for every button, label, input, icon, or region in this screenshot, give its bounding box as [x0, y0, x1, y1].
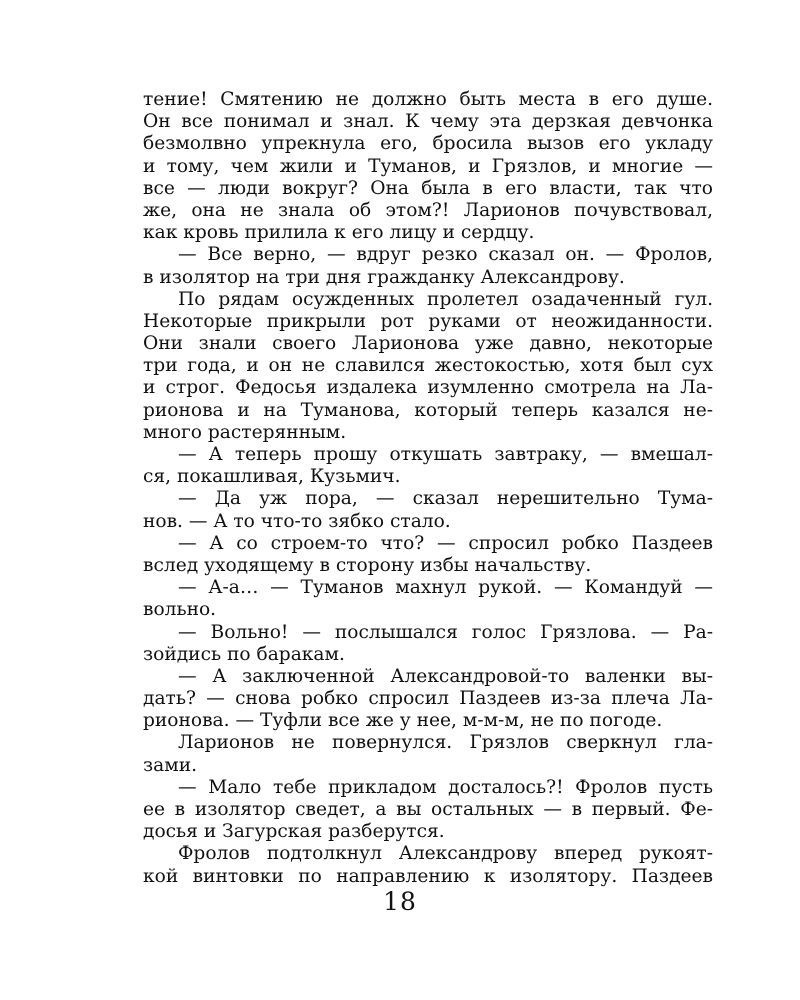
text-line: — А со строем-то что? — спросил робко Паздеев — [178, 532, 713, 554]
text-line: Они знали своего Ларионова уже давно, некоторые — [143, 333, 713, 355]
text-line: По рядам осужденных пролетел озадаченный гул. — [178, 288, 713, 310]
text-line: — Вольно! — послышался голос Грязлова. — Ра- — [178, 621, 713, 643]
text-line: досья и Загурская разберутся. — [143, 821, 445, 843]
text-line: Ларионов не повернулся. Грязлов сверкнул гла- — [178, 732, 713, 754]
text-line: вольно. — [143, 599, 217, 621]
text-line: и тому, чем жили и Туманов, и Грязлов, и многие — — [143, 155, 713, 177]
text-line: кой винтовки по направлению к изолятору. Паздеев — [143, 865, 713, 887]
book-page-text — [143, 89, 713, 888]
text-line: как кровь прилила к его лицу и сердцу. — [143, 222, 535, 244]
page-number: 18 — [383, 887, 417, 916]
text-line: — А заключенной Александровой-то валенки вы- — [178, 665, 713, 687]
text-line: много растерянным. — [143, 421, 347, 443]
text-line: зами. — [143, 754, 197, 776]
text-line: рионова и на Туманова, который теперь казался не- — [143, 399, 713, 421]
text-line: в изолятор на три дня гражданку Александрову. — [143, 266, 625, 288]
text-line: безмолвно упрекнула его, бросила вызов его укладу — [143, 133, 713, 155]
text-line: — Мало тебе прикладом досталось?! Фролов пусть — [178, 776, 713, 798]
text-line: же, она не знала об этом?! Ларионов почувствовал, — [143, 199, 713, 221]
text-line: — А теперь прошу откушать завтраку, — вмешал- — [178, 444, 713, 465]
text-line: ее в изолятор сведет, а вы остальных — в первый. Фе- — [143, 799, 713, 820]
text-line: Некоторые прикрыли рот руками от неожиданности. — [143, 310, 713, 332]
text-line: зойдись по баракам. — [143, 643, 345, 665]
text-line: все — люди вокруг? Она была в его власти, так что — [143, 177, 713, 199]
text-line: рионова. — Туфли все же у нее, м-м-м, не по погоде. — [143, 710, 663, 732]
text-line: вслед уходящему в сторону избы начальству. — [143, 554, 592, 576]
text-line: дать? — снова робко спросил Паздеев из-за плеча Ла- — [143, 688, 713, 710]
text-line: — Все верно, — вдруг резко сказал он. — Фролов, — [178, 244, 713, 266]
text-line: три года, и он не славился жестокостью, хотя был сух — [143, 355, 713, 377]
text-line: Фролов подтолкнул Александрову вперед рукоят- — [178, 843, 713, 865]
text-line: — А-а… — Туманов махнул рукой. — Командуй — — [178, 577, 713, 599]
text-line: Он все понимал и знал. К чему эта дерзкая девчонка — [143, 111, 713, 133]
text-line: ся, покашливая, Кузьмич. — [143, 466, 401, 488]
text-line: — Да уж пора, — сказал нерешительно Тума- — [178, 488, 713, 510]
text-line: и строг. Федосья издалека изумленно смотрела на Ла- — [143, 377, 713, 399]
text-line: нов. — А то что-то зябко стало. — [143, 510, 451, 532]
text-line: тение! Смятению не должно быть места в его душе. — [143, 89, 713, 110]
